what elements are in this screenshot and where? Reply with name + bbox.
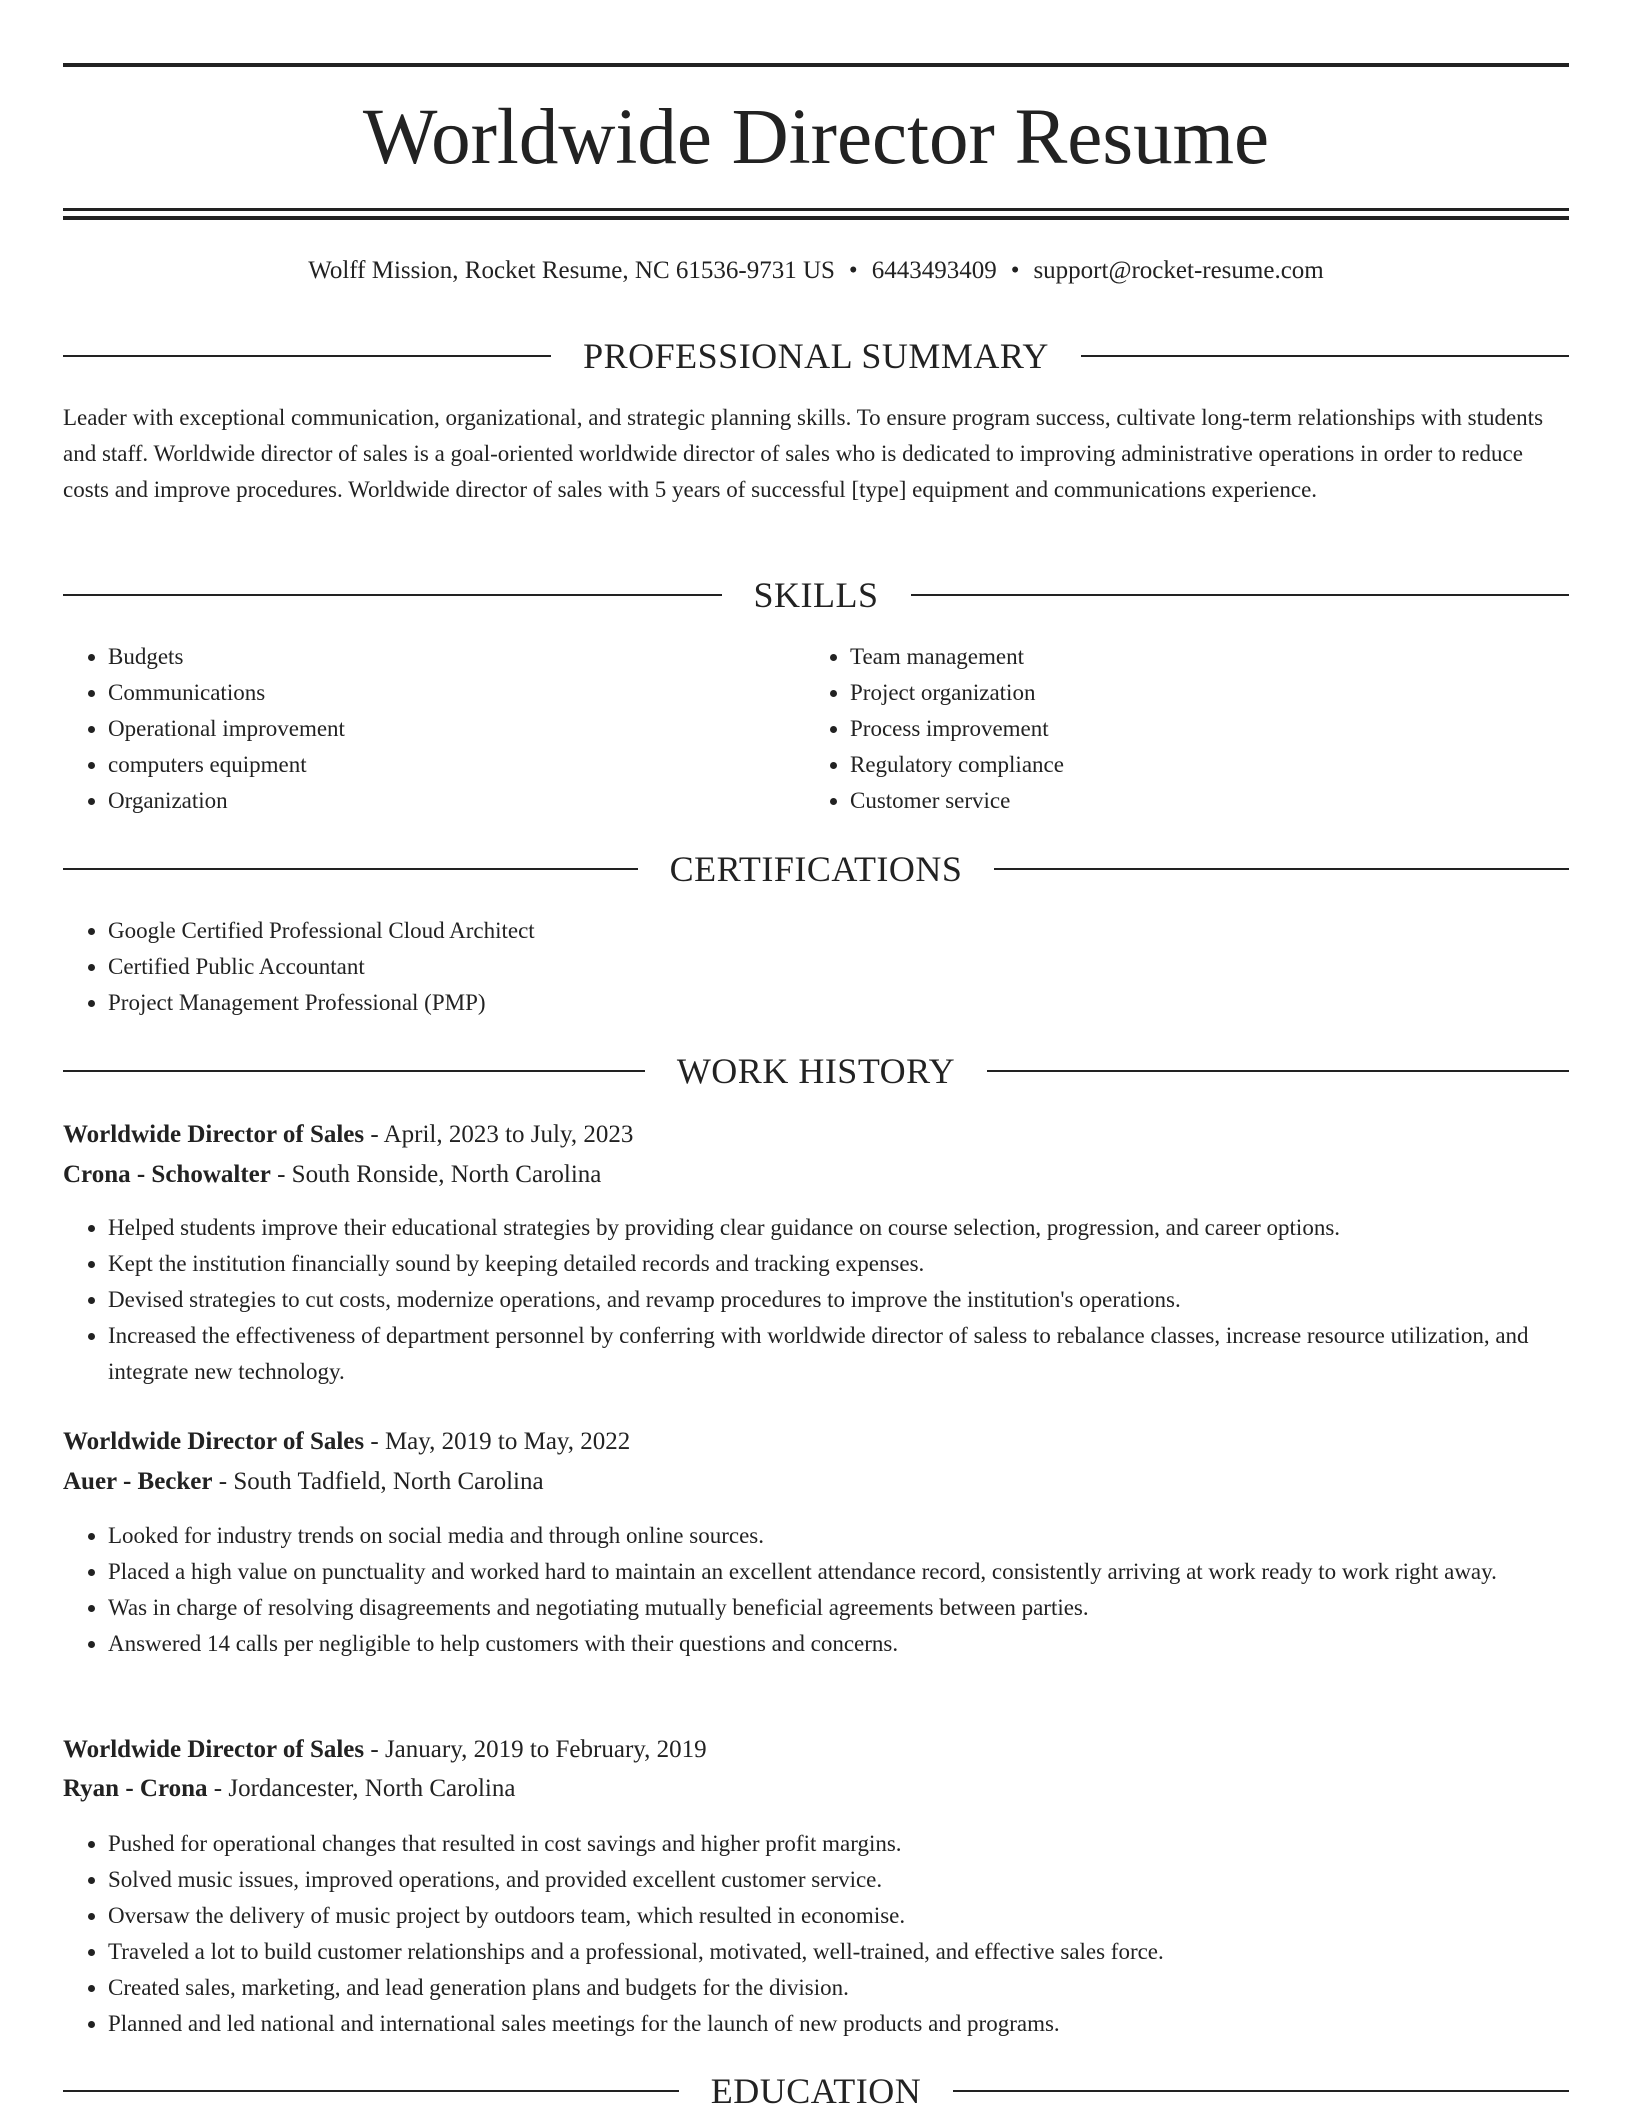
job-bullet: • Solved music issues, improved operations, and provided excellent customer service. — [108, 1862, 1613, 1898]
education-section-heading — [63, 2071, 1569, 2111]
skill-item: • computers equipment — [108, 747, 788, 783]
skill-item: • Operational improvement — [108, 711, 788, 747]
job-bullet: • Pushed for operational changes that resulted in cost savings and higher profit margins. — [108, 1826, 1613, 1862]
job-company: Auer - Becker — [63, 1468, 213, 1495]
job-title-line — [63, 1117, 1569, 1153]
job-bullet: • Devised strategies to cut costs, modernize operations, and revamp procedures to improve the institution's operations. — [108, 1282, 1613, 1318]
certification-item: • Project Management Professional (PMP) — [108, 985, 1508, 1021]
heading-rule — [63, 594, 722, 596]
skill-item: • Process improvement — [850, 711, 1550, 747]
job-company: Crona - Schowalter — [63, 1161, 271, 1188]
contact-phone: 6443493409 — [871, 257, 997, 284]
job-bullet: • Created sales, marketing, and lead generation plans and budgets for the division. — [108, 1970, 1613, 2006]
skill-item: • Regulatory compliance — [850, 747, 1550, 783]
job-bullet: • Helped students improve their educational strategies by providing clear guidance on course selection, progression, and career options. — [108, 1210, 1613, 1246]
job-bullets — [64, 1210, 1613, 1390]
job-dates: - May, 2019 to May, 2022 — [364, 1428, 631, 1455]
job-dates: - April, 2023 to July, 2023 — [364, 1121, 634, 1148]
skill-item: • Communications — [108, 675, 788, 711]
job-bullet: • Placed a high value on punctuality and worked hard to maintain an excellent attendance record, consistently arriving at work ready to work right away. — [108, 1554, 1613, 1590]
heading-rule — [1081, 355, 1569, 357]
job-bullet: • Answered 14 calls per negligible to help customers with their questions and concerns. — [108, 1626, 1613, 1662]
job-company-line — [63, 1464, 1569, 1500]
heading-rule — [63, 868, 638, 870]
job-dates: - January, 2019 to February, 2019 — [364, 1736, 707, 1763]
job-bullet: • Looked for industry trends on social media and through online sources. — [108, 1518, 1613, 1554]
job-role: Worldwide Director of Sales — [63, 1428, 365, 1455]
header-divider-rule-thick — [63, 216, 1569, 220]
summary-section-heading — [63, 336, 1569, 376]
job-bullets — [64, 1826, 1613, 2042]
contact-separator: • — [1010, 257, 1020, 284]
job-title-line — [63, 1424, 1569, 1460]
job-bullet: • Kept the institution financially sound by keeping detailed records and tracking expenses. — [108, 1246, 1613, 1282]
certifications-section-heading — [63, 849, 1569, 889]
contact-address: Wolff Mission, Rocket Resume, NC 61536-9731 US — [308, 257, 835, 284]
heading-rule — [911, 594, 1570, 596]
certifications-list — [64, 913, 1508, 1021]
job-bullet: • Traveled a lot to build customer relationships and a professional, motivated, well-trained, and effective sales force. — [108, 1934, 1613, 1970]
job-bullet: • Planned and led national and international sales meetings for the launch of new products and programs. — [108, 2006, 1613, 2042]
skill-item: • Team management — [850, 639, 1550, 675]
heading-rule — [63, 1070, 645, 1072]
job-company-line — [63, 1157, 1569, 1193]
job-company: Ryan - Crona — [63, 1775, 208, 1802]
job-bullet: • Oversaw the delivery of music project by outdoors team, which resulted in economise. — [108, 1898, 1613, 1934]
heading-rule — [987, 1070, 1569, 1072]
job-company-line — [63, 1771, 1569, 1807]
skills-heading-label: SKILLS — [753, 575, 879, 615]
job-location: - South Tadfield, North Carolina — [212, 1468, 544, 1495]
skills-section-heading — [63, 575, 1569, 615]
contact-email: support@rocket-resume.com — [1033, 257, 1324, 284]
resume-title: Worldwide Director Resume — [362, 94, 1270, 181]
heading-rule — [994, 868, 1569, 870]
job-title-line — [63, 1732, 1569, 1768]
work-history-heading-label: WORK HISTORY — [676, 1051, 956, 1091]
job-bullet: • Was in charge of resolving disagreements and negotiating mutually beneficial agreements between parties. — [108, 1590, 1613, 1626]
skill-item: • Project organization — [850, 675, 1550, 711]
skills-list-left — [64, 639, 788, 819]
work-history-section-heading — [63, 1051, 1569, 1091]
job-role: Worldwide Director of Sales — [63, 1121, 365, 1148]
heading-rule — [63, 2090, 679, 2092]
contact-line — [63, 254, 1569, 288]
certification-item: • Google Certified Professional Cloud Architect — [108, 913, 1508, 949]
heading-rule — [63, 355, 551, 357]
job-location: - South Ronside, North Carolina — [270, 1161, 602, 1188]
header-top-rule — [63, 63, 1569, 67]
skill-item: • Customer service — [850, 783, 1550, 819]
certification-item: • Certified Public Accountant — [108, 949, 1508, 985]
header-divider-rule — [63, 208, 1569, 211]
summary-heading-label: PROFESSIONAL SUMMARY — [583, 336, 1049, 376]
contact-separator: • — [848, 257, 858, 284]
job-role: Worldwide Director of Sales — [63, 1736, 365, 1763]
job-bullets — [64, 1518, 1613, 1662]
summary-text: Leader with exceptional communication, organizational, and strategic planning skills. To ensure program success, cultivate long-term relationships with students and staff. Worldwide director of sales is a goal-oriented worldwide director of sales who is dedicated to improving administrative operations in order to reduce costs and improve procedures. Worldwide director of sales with 5 years of successful [type] equipment and communications experience. — [63, 405, 1544, 502]
certifications-heading-label: CERTIFICATIONS — [669, 849, 963, 889]
skill-item: • Organization — [108, 783, 788, 819]
job-bullet: • Increased the effectiveness of department personnel by conferring with worldwide director of saless to rebalance classes, increase resource utilization, and integrate new technology. — [108, 1318, 1613, 1390]
skills-list-right — [806, 639, 1550, 819]
job-location: - Jordancester, North Carolina — [207, 1775, 516, 1802]
heading-rule — [953, 2090, 1569, 2092]
education-heading-label: EDUCATION — [710, 2071, 922, 2111]
skill-item: • Budgets — [108, 639, 788, 675]
